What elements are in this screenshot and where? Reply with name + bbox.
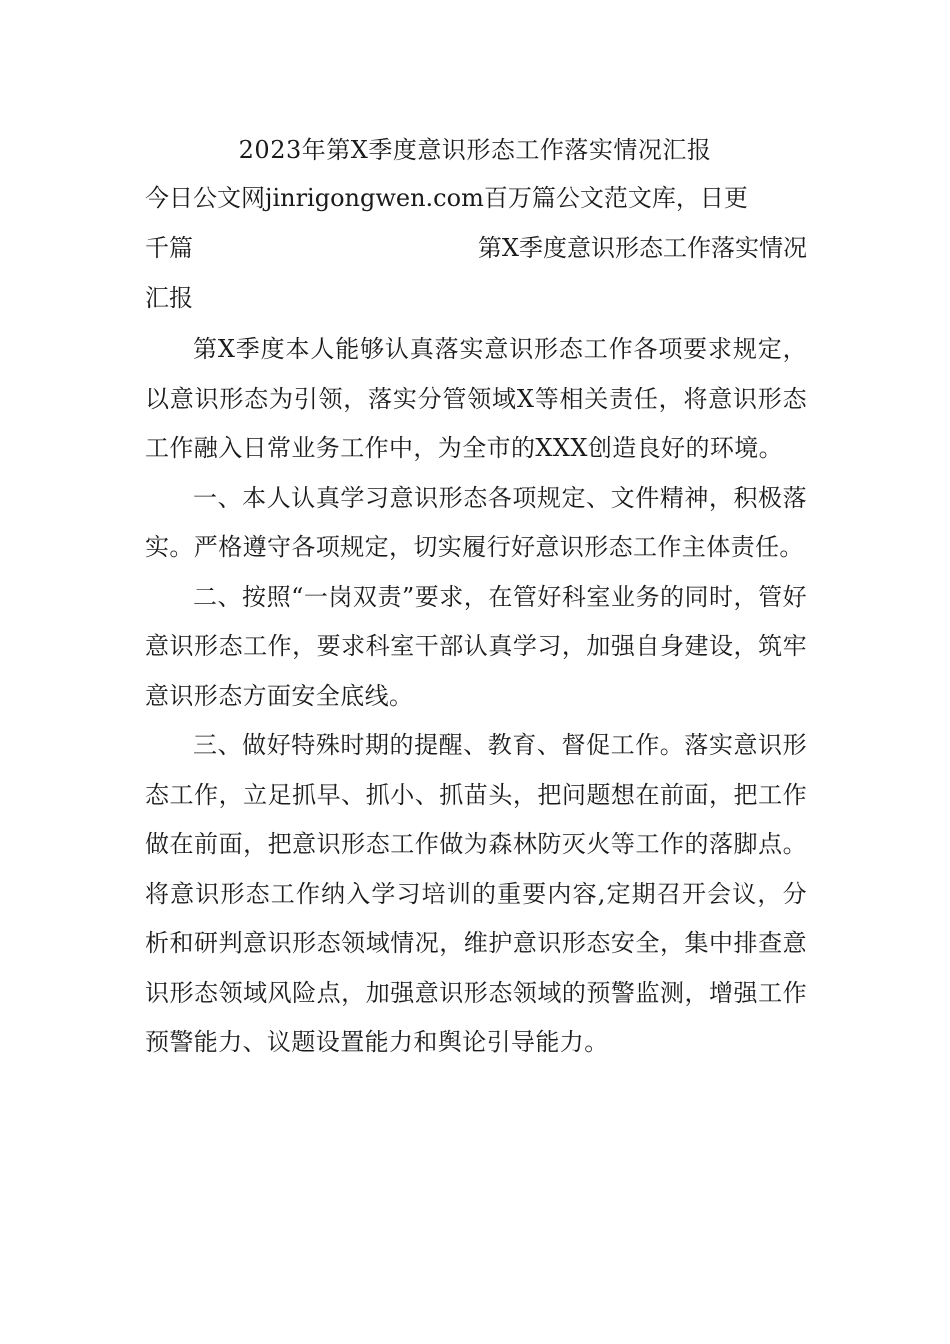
- document-title: 2023年第X季度意识形态工作落实情况汇报: [238, 136, 712, 164]
- source-line-continued: [145, 226, 807, 270]
- paragraph-two: 二、按照“一岗双责”要求，在管好科室业务的同时，管好意识形态工作，要求科室干部认真学习，加强自身建设，筑牢意识形态方面安全底线。: [145, 582, 807, 710]
- repeated-title-end: 汇报: [145, 284, 193, 312]
- paragraph-three: 三、做好特殊时期的提醒、教育、督促工作。落实意识形态工作，立足抓早、抓小、抓苗头，把问题想在前面，把工作做在前面，把意识形态工作做为森林防灭火等工作的落脚点。将意识形态工作纳入学习培训的重要内容,定期召开会议，分析和研判意识形态领域情况，维护意识形态安全，集中排查意识形态领域风险点，加强意识形态领域的预警监测，增强工作预警能力、议题设置能力和舆论引导能力。: [145, 731, 807, 1056]
- paragraph-one: 一、本人认真学习意识形态各项规定、文件精神，积极落实。严格遵守各项规定，切实履行好意识形态工作主体责任。: [145, 483, 807, 561]
- document-body: [145, 325, 807, 1068]
- intro-paragraph: 第X季度本人能够认真落实意识形态工作各项要求规定，以意识形态为引领，落实分管领域X等相关责任，将意识形态工作融入日常业务工作中，为全市的XXX创造良好的环境。: [145, 335, 807, 462]
- source-line: 今日公文网jinrigongwen.com百万篇公文范文库，日更: [145, 184, 748, 212]
- repeated-title-part: 第X季度意识形态工作落实情况: [477, 234, 807, 262]
- source-line-tail: 千篇: [145, 234, 193, 262]
